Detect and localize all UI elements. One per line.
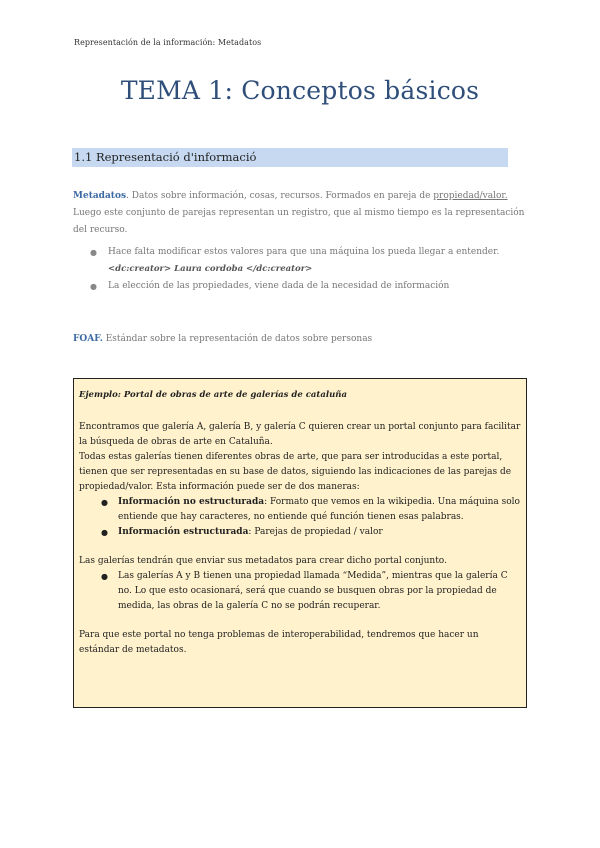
foaf-text: Estándar sobre la representación de datos sobre personas bbox=[102, 334, 373, 344]
foaf-paragraph bbox=[73, 331, 529, 348]
list-item-label: Información no estructurada bbox=[118, 497, 265, 507]
code-example: <dc:creator> Laura cordoba </dc:creator> bbox=[108, 264, 313, 274]
page-title: TEMA 1: Conceptos básicos bbox=[120, 76, 480, 105]
list-item bbox=[101, 525, 521, 540]
bullet-icon: ● bbox=[90, 248, 97, 257]
list-item-label: Información estructurada bbox=[118, 527, 249, 537]
example-paragraph-2: Todas estas galerías tienen diferentes obras de arte, que para ser introducidas a este portal, tienen que ser representadas en su base de datos, siguiendo las indicaciones de las parejas de propiedad/valor. Esta información puede ser de dos maneras: bbox=[79, 452, 512, 492]
example-paragraph-4: Para que este portal no tenga problemas de interoperabilidad, tendremos que hacer un estándar de metadatos. bbox=[79, 630, 479, 655]
metadatos-text-before: . Datos sobre información, cosas, recursos. Formados en pareja de bbox=[126, 191, 434, 201]
example-list-1 bbox=[79, 495, 521, 540]
bullet-icon: ● bbox=[101, 498, 108, 507]
example-box bbox=[73, 378, 527, 708]
metadatos-underlined: propiedad/valor. bbox=[433, 191, 508, 201]
list-item bbox=[90, 278, 520, 295]
bullet-text: La elección de las propiedades, viene dada de la necesidad de información bbox=[108, 281, 450, 291]
example-paragraph-3: Las galerías tendrán que enviar sus metadatos para crear dicho portal conjunto. bbox=[79, 556, 447, 566]
example-list-2 bbox=[79, 569, 521, 614]
list-item-text: Las galerías A y B tienen una propiedad llamada “Medida”, mientras que la galería C no. Lo que esto ocasionará, será que cuando se busquen obras por la propiedad de medida, las obras de la galería C no se podrán recuperar. bbox=[118, 571, 508, 611]
foaf-term: FOAF. bbox=[73, 334, 103, 344]
bullet-text: Hace falta modificar estos valores para que una máquina los pueda llegar a entender. bbox=[108, 247, 500, 257]
list-item-text: : Formato que vemos en la wikipedia. Una máquina solo entiende que hay caracteres, no entiende qué función tienen esas palabras. bbox=[118, 497, 520, 522]
bullet-icon: ● bbox=[101, 572, 108, 581]
list-item bbox=[90, 244, 520, 278]
list-item-text: : Parejas de propiedad / valor bbox=[248, 527, 383, 537]
bullet-icon: ● bbox=[101, 528, 108, 537]
metadatos-text-after: Luego este conjunto de parejas representan un registro, que al mismo tiempo es la representación del recurso. bbox=[73, 208, 525, 235]
page-header: Representación de la información: Metadatos bbox=[74, 38, 262, 47]
list-item bbox=[101, 569, 521, 614]
example-title: Ejemplo: Portal de obras de arte de galerías de cataluña bbox=[79, 390, 347, 400]
bullet-icon: ● bbox=[90, 282, 97, 291]
example-paragraph-1: Encontramos que galería A, galería B, y galería C quieren crear un portal conjunto para facilitar la búsqueda de obras de arte en Cataluña. bbox=[79, 422, 521, 447]
metadatos-term: Metadatos bbox=[73, 191, 127, 201]
metadatos-paragraph bbox=[73, 188, 529, 239]
list-item bbox=[101, 495, 521, 525]
section-heading: 1.1 Representació d'informació bbox=[72, 148, 508, 167]
metadatos-bullet-list bbox=[90, 244, 520, 295]
